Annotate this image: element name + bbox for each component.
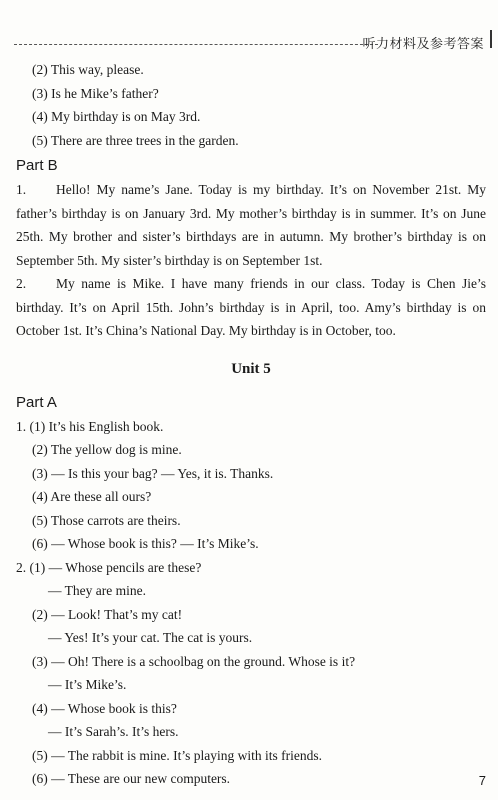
page-header	[0, 0, 498, 52]
paragraph-number: 2.	[16, 276, 27, 291]
list-item: (3) Is he Mike’s father?	[32, 85, 159, 101]
list-item: (5) Those carrots are theirs.	[32, 512, 181, 528]
part-b-paragraph-1	[16, 178, 486, 272]
list-item: (5) There are three trees in the garden.	[32, 132, 239, 148]
page-content	[16, 58, 486, 791]
list-item: 2. (1) — Whose pencils are these?	[16, 559, 202, 575]
paragraph-number: 1.	[16, 182, 27, 197]
paragraph-text: My name is Mike. I have many friends in our class. Today is Chen Jie’s birthday. It’s on April 15th. John’s birthday is in April, too. Amy’s birthday is on October 1st. It’s China’s National Day. My birthday is in October, too.	[16, 276, 486, 338]
header-title: 听力材料及参考答案	[362, 37, 484, 52]
list-item: (6) — Whose book is this? — It’s Mike’s.	[32, 536, 259, 551]
list-item: (2) — Look! That’s my cat!	[32, 606, 183, 622]
part-b-heading: Part B	[16, 157, 58, 174]
list-item: 1. (1) It’s his English book.	[16, 418, 164, 434]
list-item: — Yes! It’s your cat. The cat is yours.	[48, 630, 253, 645]
list-item: (4) Are these all ours?	[32, 489, 152, 504]
list-item: (2) The yellow dog is mine.	[32, 442, 182, 457]
list-item: (3) — Oh! There is a schoolbag on the ground. Whose is it?	[32, 653, 356, 669]
page-number: 7	[478, 773, 486, 788]
list-item: (5) — The rabbit is mine. It’s playing with its friends.	[32, 747, 322, 763]
unit-title: Unit 5	[231, 360, 271, 377]
header-mark	[490, 30, 492, 48]
list-item: (6) — These are our new computers.	[32, 771, 231, 786]
list-item: (4) My birthday is on May 3rd.	[32, 109, 201, 124]
list-item: (2) This way, please.	[32, 62, 144, 77]
list-item: — It’s Mike’s.	[48, 677, 127, 692]
list-item: — It’s Sarah’s. It’s hers.	[48, 724, 179, 739]
header-rule	[14, 44, 378, 45]
list-item: — They are mine.	[48, 583, 146, 598]
list-item: (4) — Whose book is this?	[32, 700, 177, 716]
list-item: (3) — Is this your bag? — Yes, it is. Thanks.	[32, 465, 274, 481]
part-a-heading: Part A	[16, 393, 57, 411]
part-b-paragraph-2	[16, 272, 486, 343]
paragraph-text: Hello! My name’s Jane. Today is my birthday. It’s on November 21st. My father’s birthday is on January 3rd. My mother’s birthday is in summer. It’s on June 25th. My brother and sister’s birthdays are in autumn. My brother’s birthday is on September 5th. My sister’s birthday is on September 1st.	[16, 182, 486, 268]
